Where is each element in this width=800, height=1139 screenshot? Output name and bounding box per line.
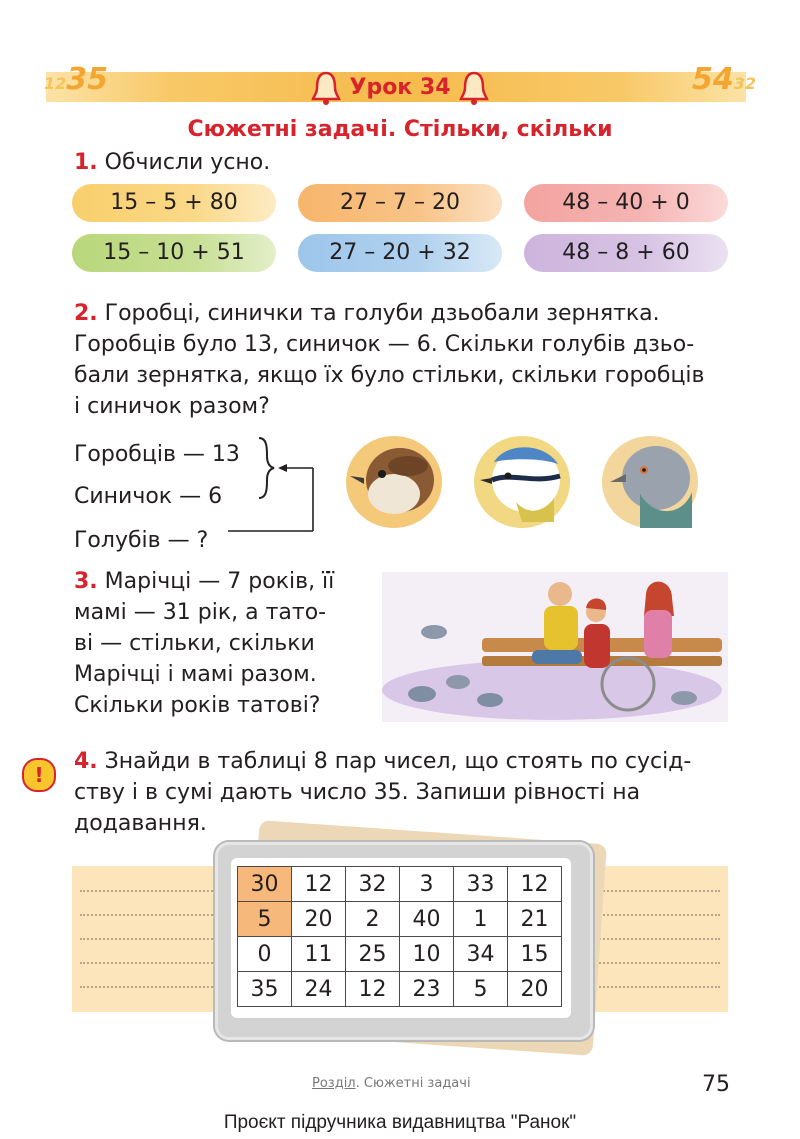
scheme-row: Синичок — 6 [74, 484, 223, 509]
table-cell: 20 [292, 902, 346, 937]
sparrow-image [344, 432, 444, 532]
bell-icon [458, 70, 490, 106]
table-cell: 30 [238, 867, 292, 902]
scheme-row: Горобців — 13 [74, 442, 240, 467]
expression-pill: 15 – 5 + 80 [72, 184, 276, 222]
table-cell: 2 [346, 902, 400, 937]
table-cell: 35 [238, 972, 292, 1007]
attention-icon: ! [22, 758, 56, 792]
deco-numbers-left: 1235 [44, 62, 109, 97]
task3-text: 3. Марічці — 7 років, її мамі — 31 рік, а тато- ві — стільки, скільки Марічці і мамі разом. Скільки років татові? [74, 569, 335, 718]
page-number: 75 [702, 1072, 730, 1097]
pigeon-image [600, 432, 700, 532]
table-row [238, 867, 562, 902]
bell-icon [310, 70, 342, 106]
table-cell: 33 [454, 867, 508, 902]
lesson-subtitle: Сюжетні задачі. Стільки, скільки [187, 117, 613, 142]
task4-text: 4. Знайди в таблиці 8 пар чисел, що стоять по сусід- ству і в сумі дають число 35. Запиши рівності на додавання. [74, 749, 692, 836]
expression-pill: 48 – 40 + 0 [524, 184, 728, 222]
table-row [238, 937, 562, 972]
table-cell: 25 [346, 937, 400, 972]
expression-pill: 27 – 20 + 32 [298, 234, 502, 272]
family-park-illustration [382, 572, 728, 722]
table-cell: 12 [508, 867, 562, 902]
table-cell: 23 [400, 972, 454, 1007]
titmouse-image [472, 432, 572, 532]
task2-text: 2. Горобці, синички та голуби дзьобали зернятка. Горобців було 13, синичок — 6. Скільки голубів дзьо- бали зернятка, якщо їх було стільки, скільки горобців і синичок разом? [74, 301, 705, 419]
task2-scheme [74, 434, 240, 562]
lesson-title: Урок 34 [0, 70, 800, 106]
table-cell: 11 [292, 937, 346, 972]
table-cell: 20 [508, 972, 562, 1007]
deco-numbers-right: 5432 [692, 62, 757, 97]
table-row [238, 972, 562, 1007]
task1-heading: 1. Обчисли усно. [74, 150, 271, 175]
table-cell: 34 [454, 937, 508, 972]
writing-lines-left [72, 866, 232, 1012]
table-cell: 5 [454, 972, 508, 1007]
table-cell: 40 [400, 902, 454, 937]
table-cell: 24 [292, 972, 346, 1007]
scheme-brace-arrow [226, 436, 326, 536]
footer-section: Розділ. Сюжетні задачі [312, 1076, 471, 1091]
table-cell: 0 [238, 937, 292, 972]
scheme-row: Голубів — ? [74, 528, 209, 553]
table-cell: 5 [238, 902, 292, 937]
table-cell: 32 [346, 867, 400, 902]
table-cell: 10 [400, 937, 454, 972]
table-cell: 1 [454, 902, 508, 937]
table-cell: 21 [508, 902, 562, 937]
expression-pill: 27 – 7 – 20 [298, 184, 502, 222]
project-note: Проєкт підручника видавництва "Ранок" [223, 1112, 577, 1133]
table-cell: 12 [346, 972, 400, 1007]
table-cell: 3 [400, 867, 454, 902]
table-cell: 15 [508, 937, 562, 972]
number-table [237, 866, 562, 1007]
table-cell: 12 [292, 867, 346, 902]
expression-pill: 15 – 10 + 51 [72, 234, 276, 272]
expression-pill: 48 – 8 + 60 [524, 234, 728, 272]
table-row [238, 902, 562, 937]
